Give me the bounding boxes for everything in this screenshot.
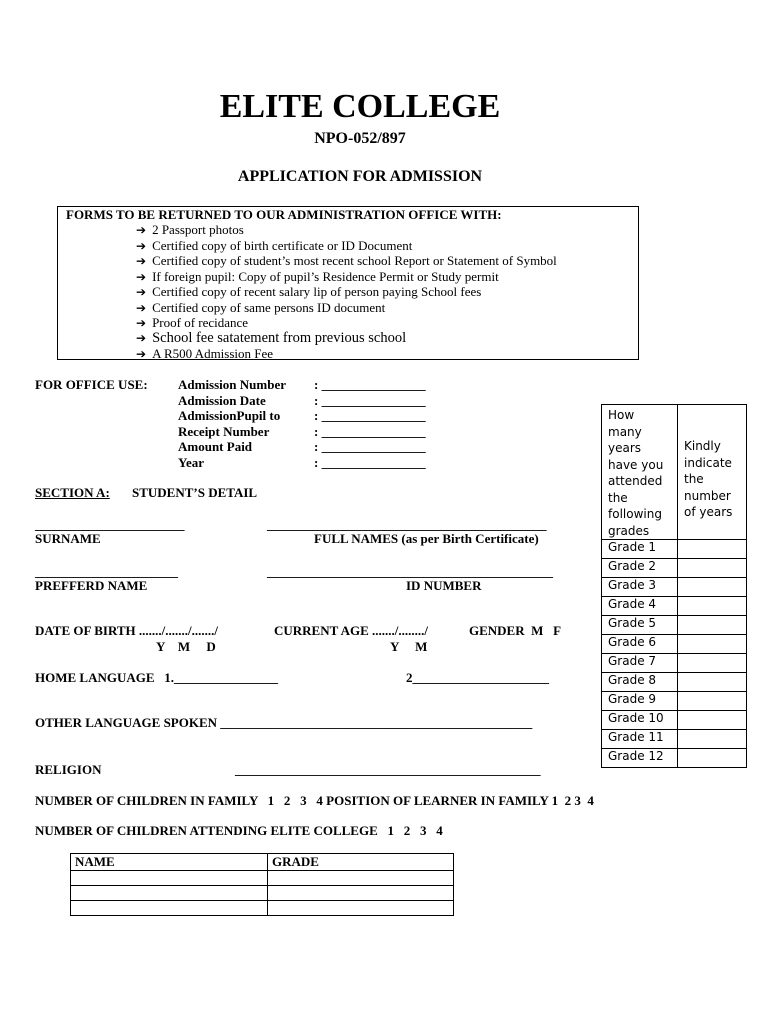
requirement-item: ➔ Certified copy of recent salary lip of person paying School fees — [136, 284, 482, 299]
office-field-label: Admission Date — [178, 393, 266, 408]
grade-row: Grade 5 — [602, 616, 747, 635]
years-cell[interactable] — [678, 730, 747, 749]
requirement-item: ➔ Certified copy of student’s most recent school Report or Statement of Symbol — [136, 253, 557, 268]
preferred-name-label: PREFFERD NAME — [35, 578, 148, 593]
npo-number: NPO-052/897 — [314, 130, 406, 147]
id-number-line[interactable]: ____________________________________________ — [267, 564, 553, 579]
requirement-item: ➔ If foreign pupil: Copy of pupil’s Residence Permit or Study permit — [136, 268, 499, 284]
surname-line[interactable]: _______________________ — [35, 517, 185, 532]
children-attending-field[interactable]: NUMBER OF CHILDREN ATTENDING ELITE COLLEGE 1 2 3 4 — [35, 823, 443, 838]
grade-row: Grade 12 — [602, 749, 747, 768]
grade-row: Grade 1 — [602, 540, 747, 559]
id-number-label: ID NUMBER — [406, 578, 482, 593]
years-col-header: Kindly indicate the number of years — [678, 405, 747, 540]
office-use-label: FOR OFFICE USE: — [35, 377, 148, 392]
sibling-name-cell[interactable] — [71, 901, 268, 916]
grade-row: Grade 11 — [602, 730, 747, 749]
form-title: APPLICATION FOR ADMISSION — [237, 168, 483, 185]
office-field-value[interactable]: : ________________ — [314, 393, 426, 408]
office-field-value[interactable]: : ________________ — [314, 439, 426, 454]
years-cell[interactable] — [678, 616, 747, 635]
grade-row: Grade 6 — [602, 635, 747, 654]
years-cell[interactable] — [678, 635, 747, 654]
arrow-right-icon: ➔ — [136, 238, 147, 253]
arrow-right-icon: ➔ — [136, 330, 147, 345]
preferred-name-line[interactable]: ______________________ — [35, 564, 178, 579]
office-field-label: Amount Paid — [178, 439, 253, 454]
office-field-label: Admission Number — [178, 377, 286, 392]
sibling-name-cell[interactable] — [71, 871, 268, 886]
arrow-right-icon: ➔ — [136, 269, 147, 284]
office-field-value[interactable]: : ________________ — [314, 424, 426, 439]
grade-row: Grade 3 — [602, 578, 747, 597]
table-row — [71, 901, 454, 916]
home-language-field[interactable]: HOME LANGUAGE 1.________________ — [35, 670, 279, 685]
fullnames-label: FULL NAMES (as per Birth Certificate) — [314, 531, 539, 546]
home-language-2-field[interactable]: 2_____________________ — [406, 670, 549, 685]
grade-col-header: How many years have you attended the following grades — [602, 405, 678, 540]
religion-line[interactable]: _______________________________________________ — [235, 762, 541, 777]
years-cell[interactable] — [678, 540, 747, 559]
grade-row: Grade 9 — [602, 692, 747, 711]
grade-row: Grade 8 — [602, 673, 747, 692]
sibling-grade-cell[interactable] — [268, 871, 454, 886]
grade-row: Grade 4 — [602, 597, 747, 616]
grade-years-table — [601, 404, 747, 768]
years-cell[interactable] — [678, 673, 747, 692]
college-title: ELITE COLLEGE — [219, 88, 501, 125]
years-cell[interactable] — [678, 749, 747, 768]
grade-row: Grade 2 — [602, 559, 747, 578]
requirement-item: ➔ Certified copy of birth certificate or ID Document — [136, 237, 413, 253]
sibling-grade-cell[interactable] — [268, 886, 454, 901]
requirements-heading: FORMS TO BE RETURNED TO OUR ADMINISTRATION OFFICE WITH: — [66, 207, 502, 222]
religion-label: RELIGION — [35, 762, 102, 777]
arrow-right-icon: ➔ — [136, 300, 147, 315]
grade-col-header: GRADE — [268, 854, 454, 871]
arrow-right-icon: ➔ — [136, 316, 147, 330]
office-field-label: AdmissionPupil to — [178, 408, 281, 423]
sibling-grade-cell[interactable] — [268, 901, 454, 916]
arrow-right-icon: ➔ — [136, 254, 147, 268]
office-field-value[interactable]: : ________________ — [314, 408, 426, 423]
requirement-item: ➔ School fee satatement from previous school — [136, 329, 407, 346]
office-field-label: Year — [178, 455, 204, 470]
surname-label: SURNAME — [35, 531, 101, 546]
date-of-birth-field[interactable]: DATE OF BIRTH ......./......./......./ — [35, 623, 219, 638]
name-col-header: NAME — [71, 854, 268, 871]
years-cell[interactable] — [678, 711, 747, 730]
fullnames-line[interactable]: ___________________________________________ — [267, 517, 547, 532]
requirement-item: ➔ A R500 Admission Fee — [136, 346, 274, 361]
date-of-birth-format: Y M D — [156, 639, 216, 654]
section-a-title: STUDENT’S DETAIL — [132, 485, 258, 500]
requirements-list — [136, 222, 557, 362]
section-a-label: SECTION A: — [35, 485, 110, 500]
office-field-label: Receipt Number — [178, 424, 270, 439]
table-row — [71, 871, 454, 886]
requirement-item: ➔ Proof of recidance — [136, 315, 249, 330]
years-cell[interactable] — [678, 654, 747, 673]
requirement-item: ➔ 2 Passport photos — [136, 222, 244, 237]
arrow-right-icon: ➔ — [136, 347, 147, 361]
current-age-field[interactable]: CURRENT AGE ......./......../ — [274, 623, 428, 638]
years-cell[interactable] — [678, 597, 747, 616]
sibling-name-cell[interactable] — [71, 886, 268, 901]
siblings-table — [70, 853, 454, 916]
grade-row: Grade 10 — [602, 711, 747, 730]
arrow-right-icon: ➔ — [136, 223, 147, 237]
office-field-value[interactable]: : ________________ — [314, 455, 426, 470]
gender-field[interactable]: GENDER M F — [469, 623, 562, 638]
years-cell[interactable] — [678, 559, 747, 578]
years-cell[interactable] — [678, 692, 747, 711]
other-language-field[interactable]: OTHER LANGUAGE SPOKEN ________________________________________________ — [35, 715, 533, 730]
requirement-item: ➔ Certified copy of same persons ID document — [136, 299, 386, 315]
arrow-right-icon: ➔ — [136, 285, 147, 299]
office-field-value[interactable]: : ________________ — [314, 377, 426, 392]
grade-row: Grade 7 — [602, 654, 747, 673]
table-row — [71, 886, 454, 901]
children-in-family-field[interactable]: NUMBER OF CHILDREN IN FAMILY 1 2 3 4 POSITION OF LEARNER IN FAMILY 1 2 3 4 — [35, 793, 594, 808]
current-age-format: Y M — [390, 639, 428, 654]
years-cell[interactable] — [678, 578, 747, 597]
